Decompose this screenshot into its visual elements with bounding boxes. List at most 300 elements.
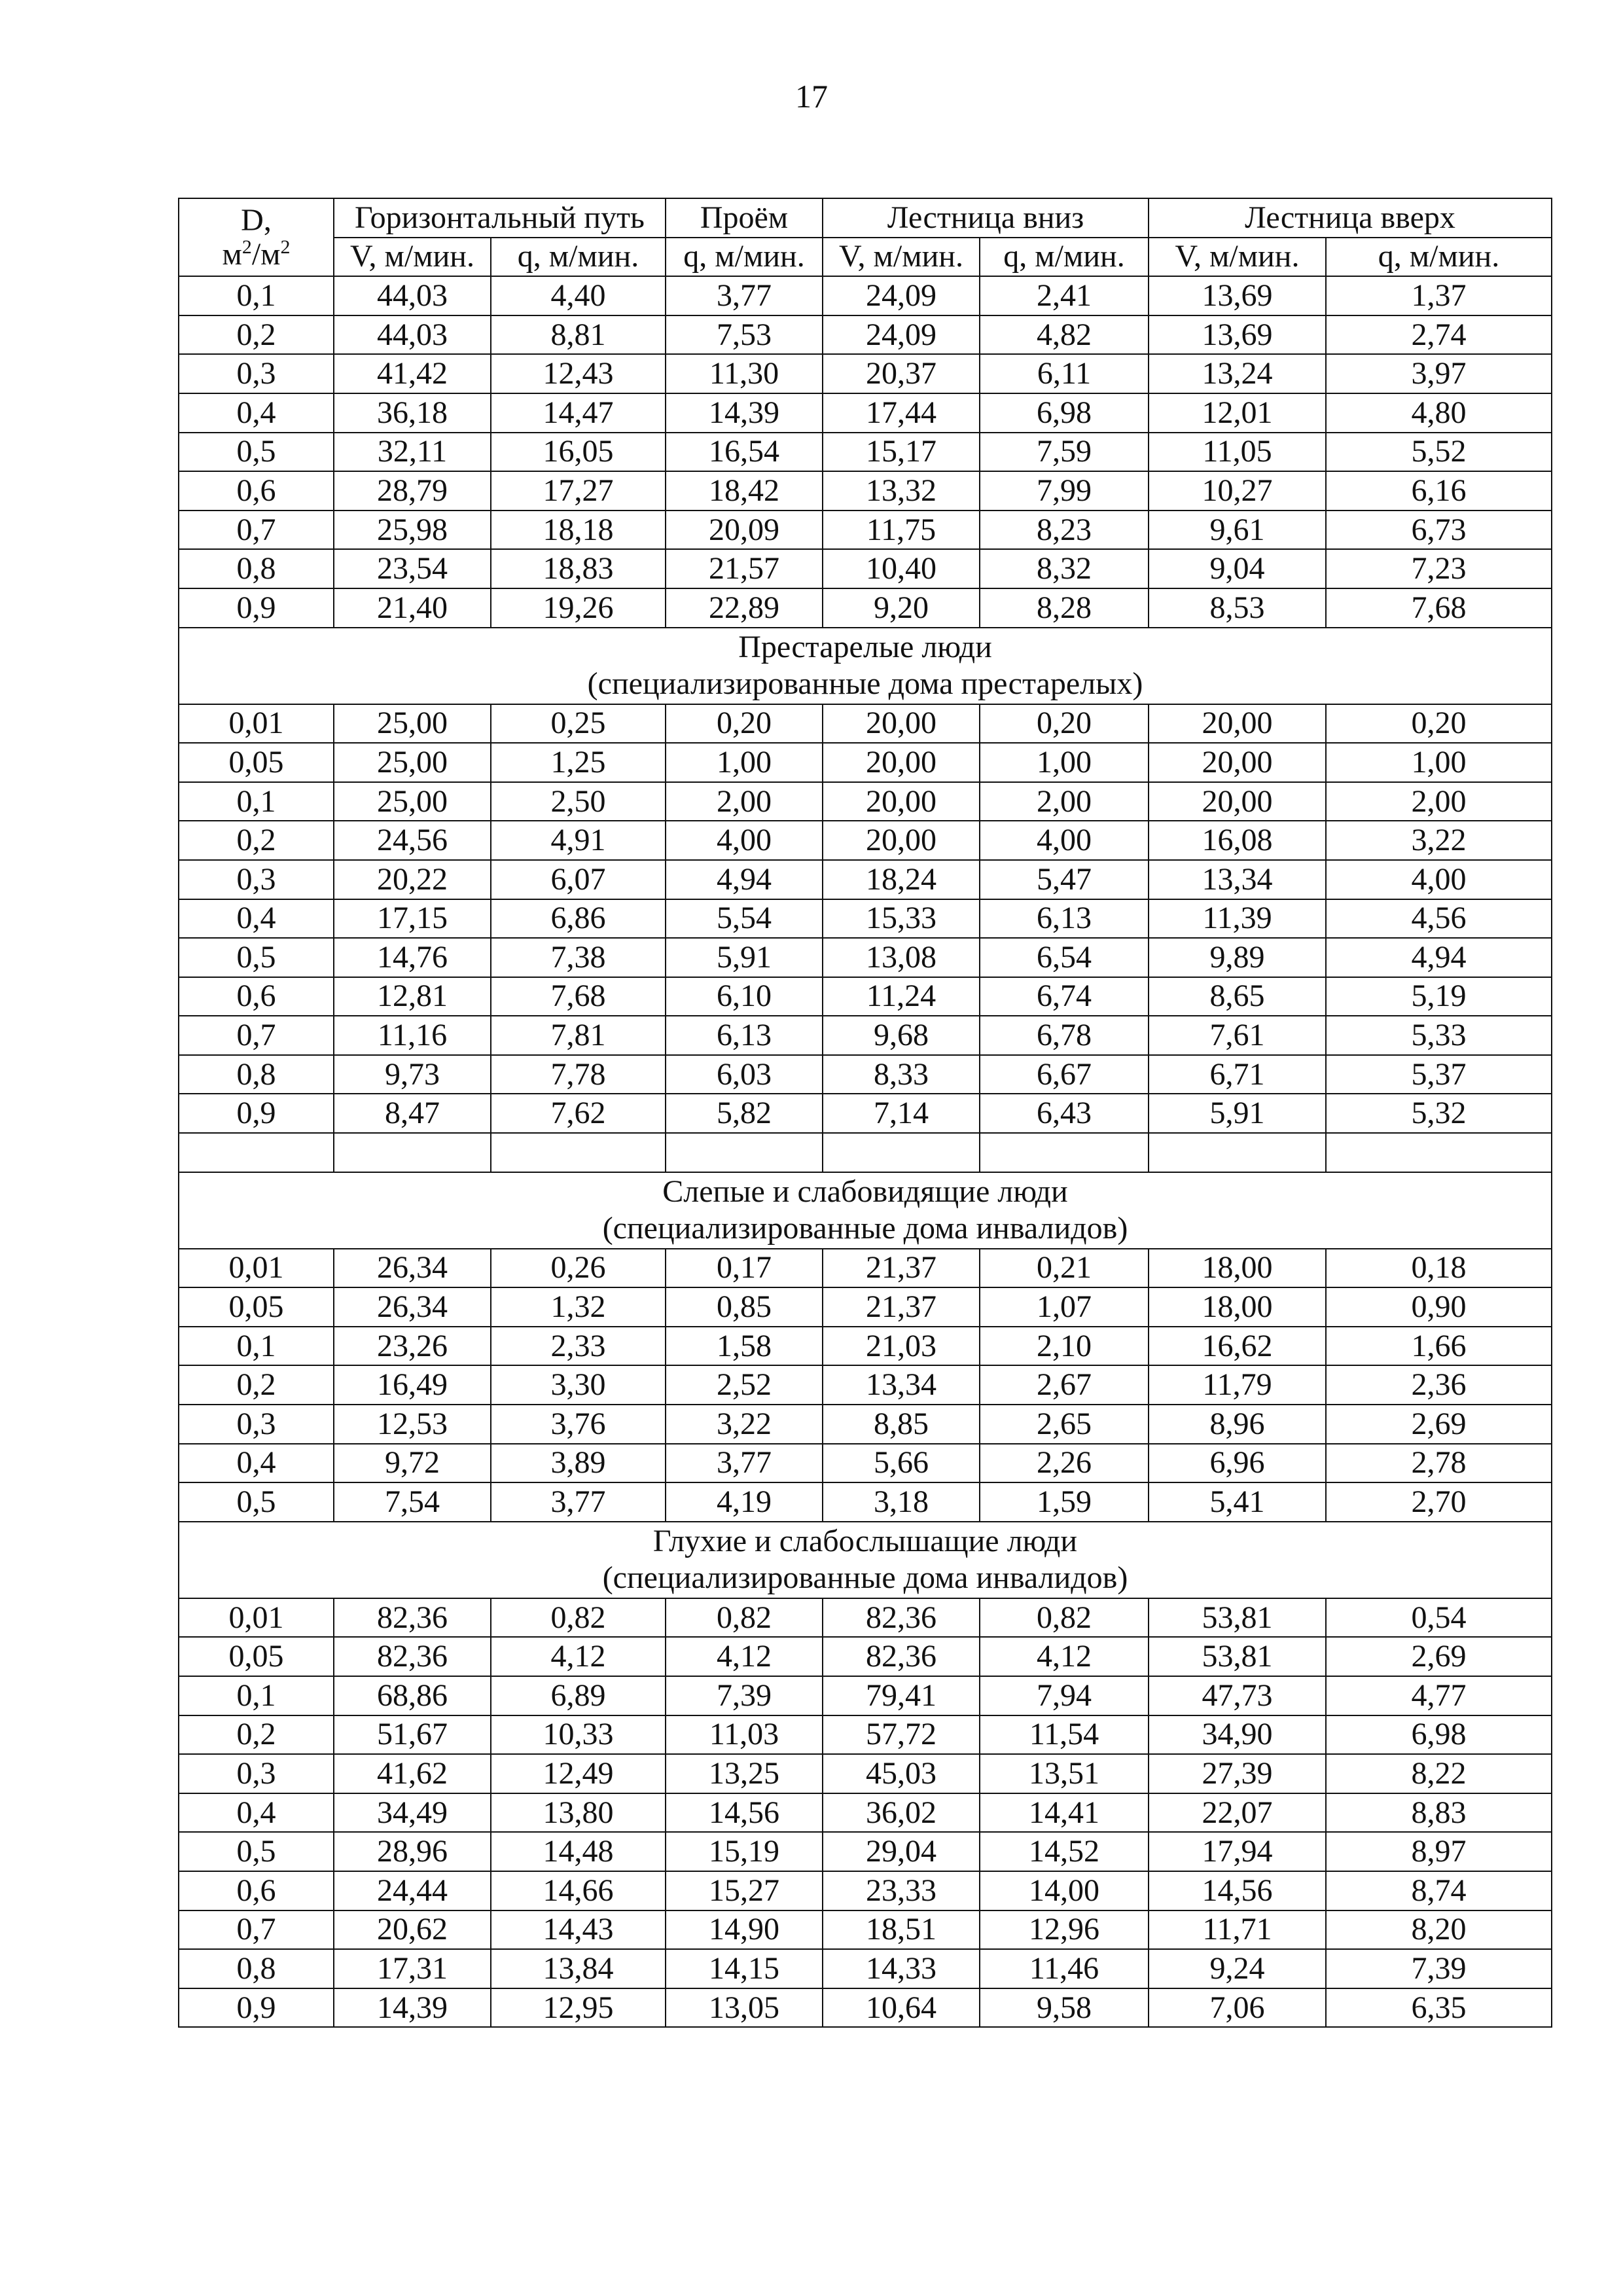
value-cell: 14,41 [980, 1793, 1149, 1833]
table-row [179, 1910, 1552, 1950]
value-cell: 20,00 [1149, 704, 1326, 744]
value-cell: 28,96 [334, 1832, 491, 1871]
table-row [179, 1287, 1552, 1327]
value-cell: 3,76 [491, 1405, 666, 1444]
value-cell [823, 1133, 980, 1172]
value-cell: 18,42 [666, 471, 823, 511]
value-cell: 11,30 [666, 354, 823, 393]
value-cell: 15,17 [823, 433, 980, 472]
table-row [179, 899, 1552, 939]
value-cell: 10,40 [823, 549, 980, 588]
value-cell: 25,00 [334, 743, 491, 782]
table-row [179, 1249, 1552, 1288]
value-cell: 6,86 [491, 899, 666, 939]
value-cell: 14,39 [666, 393, 823, 433]
value-cell: 8,23 [980, 511, 1149, 550]
value-cell: 3,22 [1326, 821, 1552, 860]
value-cell: 5,91 [666, 938, 823, 977]
value-cell: 10,33 [491, 1715, 666, 1755]
value-cell: 14,00 [980, 1871, 1149, 1910]
value-cell: 21,40 [334, 588, 491, 628]
value-cell: 57,72 [823, 1715, 980, 1755]
density-cell: 0,05 [179, 1287, 334, 1327]
value-cell: 24,09 [823, 276, 980, 315]
value-cell: 3,77 [666, 1444, 823, 1483]
table-row [179, 743, 1552, 782]
value-cell: 13,84 [491, 1949, 666, 1988]
evacuation-speed-table [178, 198, 1552, 2028]
density-cell: 0,3 [179, 1754, 334, 1793]
value-cell: 3,22 [666, 1405, 823, 1444]
value-cell: 2,69 [1326, 1405, 1552, 1444]
value-cell: 2,33 [491, 1327, 666, 1366]
density-cell: 0,1 [179, 782, 334, 821]
table-row [179, 588, 1552, 628]
table-row [179, 1832, 1552, 1871]
value-cell: 14,66 [491, 1871, 666, 1910]
table-row [179, 1637, 1552, 1676]
value-cell: 0,17 [666, 1249, 823, 1288]
value-cell: 17,44 [823, 393, 980, 433]
table-row [179, 977, 1552, 1016]
value-cell: 25,00 [334, 782, 491, 821]
table-row [179, 1988, 1552, 2028]
value-cell: 6,03 [666, 1055, 823, 1094]
value-cell: 7,61 [1149, 1016, 1326, 1055]
col-header-stairs-down-v: V, м/мин. [823, 238, 980, 277]
value-cell: 2,50 [491, 782, 666, 821]
value-cell: 51,67 [334, 1715, 491, 1755]
value-cell: 44,03 [334, 315, 491, 355]
value-cell: 17,31 [334, 1949, 491, 1988]
density-cell: 0,5 [179, 433, 334, 472]
value-cell: 1,25 [491, 743, 666, 782]
col-header-stairs-up-v: V, м/мин. [1149, 238, 1326, 277]
col-header-horizontal-v: V, м/мин. [334, 238, 491, 277]
value-cell: 8,74 [1326, 1871, 1552, 1910]
value-cell: 6,35 [1326, 1988, 1552, 2028]
density-cell: 0,7 [179, 1016, 334, 1055]
density-cell: 0,6 [179, 977, 334, 1016]
value-cell: 20,00 [823, 743, 980, 782]
value-cell: 2,00 [666, 782, 823, 821]
value-cell: 8,96 [1149, 1405, 1326, 1444]
value-cell: 45,03 [823, 1754, 980, 1793]
header-row-groups [179, 198, 1552, 238]
value-cell: 9,73 [334, 1055, 491, 1094]
value-cell: 2,65 [980, 1405, 1149, 1444]
value-cell [1149, 1133, 1326, 1172]
value-cell [666, 1133, 823, 1172]
table-row [179, 1482, 1552, 1522]
value-cell: 17,27 [491, 471, 666, 511]
density-cell: 0,01 [179, 1598, 334, 1638]
value-cell: 8,28 [980, 588, 1149, 628]
value-cell: 0,25 [491, 704, 666, 744]
value-cell: 9,24 [1149, 1949, 1326, 1988]
value-cell: 16,05 [491, 433, 666, 472]
value-cell: 5,32 [1326, 1094, 1552, 1133]
value-cell: 7,68 [1326, 588, 1552, 628]
section-header [179, 1522, 1552, 1598]
density-cell: 0,05 [179, 743, 334, 782]
value-cell: 12,81 [334, 977, 491, 1016]
table-row [179, 704, 1552, 744]
value-cell: 1,58 [666, 1327, 823, 1366]
value-cell: 2,70 [1326, 1482, 1552, 1522]
value-cell: 13,69 [1149, 315, 1326, 355]
value-cell: 53,81 [1149, 1598, 1326, 1638]
value-cell: 13,32 [823, 471, 980, 511]
table-row [179, 1444, 1552, 1483]
value-cell: 23,33 [823, 1871, 980, 1910]
value-cell: 0,18 [1326, 1249, 1552, 1288]
value-cell: 6,11 [980, 354, 1149, 393]
value-cell: 6,54 [980, 938, 1149, 977]
value-cell: 21,37 [823, 1249, 980, 1288]
value-cell: 18,00 [1149, 1287, 1326, 1327]
value-cell: 5,91 [1149, 1094, 1326, 1133]
value-cell: 0,20 [1326, 704, 1552, 744]
value-cell: 6,73 [1326, 511, 1552, 550]
density-header [179, 198, 334, 276]
group-header-stairs-up: Лестница вверх [1149, 198, 1552, 238]
value-cell: 10,64 [823, 1988, 980, 2028]
value-cell: 22,07 [1149, 1793, 1326, 1833]
value-cell: 7,23 [1326, 549, 1552, 588]
value-cell: 21,57 [666, 549, 823, 588]
density-unit: $м^2/м^2$ [222, 236, 291, 272]
value-cell: 14,56 [1149, 1871, 1326, 1910]
table-row [179, 315, 1552, 355]
value-cell: 10,27 [1149, 471, 1326, 511]
value-cell: 44,03 [334, 276, 491, 315]
value-cell: 14,48 [491, 1832, 666, 1871]
value-cell: 7,14 [823, 1094, 980, 1133]
density-label: D, [241, 202, 272, 238]
value-cell: 68,86 [334, 1676, 491, 1715]
value-cell: 0,85 [666, 1287, 823, 1327]
group-header-horizontal: Горизонтальный путь [334, 198, 666, 238]
value-cell: 20,00 [823, 821, 980, 860]
value-cell: 8,53 [1149, 588, 1326, 628]
value-cell: 22,89 [666, 588, 823, 628]
value-cell: 6,98 [980, 393, 1149, 433]
value-cell: 9,89 [1149, 938, 1326, 977]
value-cell: 6,13 [980, 899, 1149, 939]
value-cell: 24,09 [823, 315, 980, 355]
value-cell: 16,54 [666, 433, 823, 472]
value-cell: 3,77 [491, 1482, 666, 1522]
density-cell: 0,7 [179, 1910, 334, 1950]
value-cell: 25,00 [334, 704, 491, 744]
value-cell: 4,00 [1326, 860, 1552, 899]
value-cell: 4,00 [980, 821, 1149, 860]
value-cell: 7,99 [980, 471, 1149, 511]
col-header-stairs-down-q: q, м/мин. [980, 238, 1149, 277]
value-cell: 6,07 [491, 860, 666, 899]
value-cell: 7,54 [334, 1482, 491, 1522]
density-cell: 0,7 [179, 511, 334, 550]
value-cell: 12,43 [491, 354, 666, 393]
density-cell: 0,3 [179, 1405, 334, 1444]
density-cell: 0,4 [179, 899, 334, 939]
value-cell: 12,53 [334, 1405, 491, 1444]
value-cell: 24,44 [334, 1871, 491, 1910]
table-row [179, 511, 1552, 550]
value-cell: 11,71 [1149, 1910, 1326, 1950]
value-cell: 4,80 [1326, 393, 1552, 433]
section-header-row [179, 1172, 1552, 1249]
value-cell: 15,33 [823, 899, 980, 939]
value-cell: 4,00 [666, 821, 823, 860]
value-cell: 0,82 [666, 1598, 823, 1638]
value-cell: 20,00 [823, 782, 980, 821]
value-cell: 7,39 [666, 1676, 823, 1715]
value-cell: 1,37 [1326, 276, 1552, 315]
value-cell: 82,36 [334, 1637, 491, 1676]
value-cell: 11,24 [823, 977, 980, 1016]
value-cell: 1,00 [980, 743, 1149, 782]
value-cell: 0,20 [666, 704, 823, 744]
value-cell: 9,61 [1149, 511, 1326, 550]
table-row [179, 1094, 1552, 1133]
value-cell: 23,54 [334, 549, 491, 588]
value-cell: 7,06 [1149, 1988, 1326, 2028]
value-cell: 21,03 [823, 1327, 980, 1366]
table-row [179, 1754, 1552, 1793]
value-cell: 6,10 [666, 977, 823, 1016]
value-cell: 2,10 [980, 1327, 1149, 1366]
value-cell: 16,49 [334, 1365, 491, 1405]
value-cell: 6,96 [1149, 1444, 1326, 1483]
section-title: Слепые и слабовидящие люди [662, 1174, 1068, 1210]
value-cell: 27,39 [1149, 1754, 1326, 1793]
value-cell: 14,47 [491, 393, 666, 433]
value-cell: 2,36 [1326, 1365, 1552, 1405]
value-cell: 11,46 [980, 1949, 1149, 1988]
density-cell: 0,3 [179, 860, 334, 899]
value-cell [491, 1133, 666, 1172]
value-cell: 9,68 [823, 1016, 980, 1055]
value-cell: 7,53 [666, 315, 823, 355]
value-cell: 4,19 [666, 1482, 823, 1522]
value-cell: 8,20 [1326, 1910, 1552, 1950]
value-cell: 12,49 [491, 1754, 666, 1793]
value-cell: 5,19 [1326, 977, 1552, 1016]
value-cell: 1,32 [491, 1287, 666, 1327]
density-cell: 0,4 [179, 393, 334, 433]
value-cell: 20,62 [334, 1910, 491, 1950]
value-cell: 20,37 [823, 354, 980, 393]
value-cell: 15,19 [666, 1832, 823, 1871]
value-cell: 20,00 [1149, 782, 1326, 821]
value-cell: 6,78 [980, 1016, 1149, 1055]
value-cell: 16,62 [1149, 1327, 1326, 1366]
value-cell: 0,90 [1326, 1287, 1552, 1327]
value-cell: 8,83 [1326, 1793, 1552, 1833]
value-cell: 0,82 [491, 1598, 666, 1638]
value-cell: 5,54 [666, 899, 823, 939]
value-cell: 0,26 [491, 1249, 666, 1288]
value-cell: 5,82 [666, 1094, 823, 1133]
value-cell: 7,39 [1326, 1949, 1552, 1988]
value-cell: 1,00 [666, 743, 823, 782]
value-cell: 19,26 [491, 588, 666, 628]
value-cell: 24,56 [334, 821, 491, 860]
table-row [179, 1365, 1552, 1405]
table-row [179, 1949, 1552, 1988]
value-cell: 4,82 [980, 315, 1149, 355]
value-cell: 11,79 [1149, 1365, 1326, 1405]
value-cell: 2,52 [666, 1365, 823, 1405]
value-cell: 8,32 [980, 549, 1149, 588]
value-cell: 6,16 [1326, 471, 1552, 511]
value-cell: 13,80 [491, 1793, 666, 1833]
table-row [179, 1715, 1552, 1755]
value-cell: 14,52 [980, 1832, 1149, 1871]
density-cell: 0,1 [179, 1676, 334, 1715]
value-cell: 34,49 [334, 1793, 491, 1833]
blank-row [179, 1133, 1552, 1172]
value-cell: 14,33 [823, 1949, 980, 1988]
value-cell: 8,47 [334, 1094, 491, 1133]
value-cell: 14,39 [334, 1988, 491, 2028]
density-cell: 0,2 [179, 315, 334, 355]
table-row [179, 549, 1552, 588]
density-cell: 0,8 [179, 1949, 334, 1988]
table-row [179, 1871, 1552, 1910]
density-cell: 0,5 [179, 1832, 334, 1871]
value-cell: 6,89 [491, 1676, 666, 1715]
value-cell: 13,25 [666, 1754, 823, 1793]
table-row [179, 1055, 1552, 1094]
density-cell: 0,4 [179, 1793, 334, 1833]
section-header [179, 1172, 1552, 1249]
value-cell: 36,02 [823, 1793, 980, 1833]
header-row-columns [179, 238, 1552, 277]
group-header-doorway: Проём [666, 198, 823, 238]
value-cell: 18,00 [1149, 1249, 1326, 1288]
value-cell: 9,04 [1149, 549, 1326, 588]
density-cell: 0,8 [179, 1055, 334, 1094]
table-row [179, 860, 1552, 899]
value-cell: 0,21 [980, 1249, 1149, 1288]
value-cell: 4,12 [491, 1637, 666, 1676]
table-row [179, 1793, 1552, 1833]
value-cell: 6,43 [980, 1094, 1149, 1133]
value-cell: 41,42 [334, 354, 491, 393]
value-cell: 1,66 [1326, 1327, 1552, 1366]
table-row [179, 1405, 1552, 1444]
value-cell: 14,56 [666, 1793, 823, 1833]
value-cell: 13,24 [1149, 354, 1326, 393]
value-cell: 2,78 [1326, 1444, 1552, 1483]
value-cell: 14,76 [334, 938, 491, 977]
value-cell: 9,72 [334, 1444, 491, 1483]
value-cell: 6,98 [1326, 1715, 1552, 1755]
table-row [179, 1016, 1552, 1055]
value-cell: 20,09 [666, 511, 823, 550]
value-cell: 2,67 [980, 1365, 1149, 1405]
section-header-row [179, 1522, 1552, 1598]
value-cell: 13,34 [1149, 860, 1326, 899]
value-cell: 23,26 [334, 1327, 491, 1366]
value-cell [980, 1133, 1149, 1172]
value-cell: 32,11 [334, 433, 491, 472]
page-number: 17 [795, 78, 828, 115]
value-cell: 25,98 [334, 511, 491, 550]
density-cell: 0,1 [179, 276, 334, 315]
density-cell: 0,5 [179, 938, 334, 977]
value-cell: 53,81 [1149, 1637, 1326, 1676]
col-header-stairs-up-q: q, м/мин. [1326, 238, 1552, 277]
value-cell: 13,05 [666, 1988, 823, 2028]
density-cell: 0,8 [179, 549, 334, 588]
value-cell: 18,18 [491, 511, 666, 550]
value-cell: 3,89 [491, 1444, 666, 1483]
value-cell: 26,34 [334, 1287, 491, 1327]
value-cell: 13,34 [823, 1365, 980, 1405]
value-cell: 18,83 [491, 549, 666, 588]
table-row [179, 1676, 1552, 1715]
value-cell: 8,97 [1326, 1832, 1552, 1871]
value-cell: 79,41 [823, 1676, 980, 1715]
value-cell: 82,36 [334, 1598, 491, 1638]
value-cell: 34,90 [1149, 1715, 1326, 1755]
section-header [179, 628, 1552, 704]
density-cell: 0,1 [179, 1327, 334, 1366]
density-cell: 0,2 [179, 1365, 334, 1405]
value-cell: 7,68 [491, 977, 666, 1016]
value-cell: 4,94 [666, 860, 823, 899]
value-cell: 8,81 [491, 315, 666, 355]
value-cell: 12,01 [1149, 393, 1326, 433]
value-cell: 7,78 [491, 1055, 666, 1094]
density-cell: 0,2 [179, 1715, 334, 1755]
value-cell: 7,59 [980, 433, 1149, 472]
density-cell: 0,6 [179, 471, 334, 511]
value-cell: 11,03 [666, 1715, 823, 1755]
value-cell: 5,52 [1326, 433, 1552, 472]
value-cell: 11,39 [1149, 899, 1326, 939]
value-cell: 7,62 [491, 1094, 666, 1133]
value-cell: 29,04 [823, 1832, 980, 1871]
value-cell: 13,51 [980, 1754, 1149, 1793]
density-cell: 0,9 [179, 1094, 334, 1133]
value-cell: 6,67 [980, 1055, 1149, 1094]
value-cell: 5,33 [1326, 1016, 1552, 1055]
value-cell: 3,97 [1326, 354, 1552, 393]
value-cell: 2,41 [980, 276, 1149, 315]
density-cell: 0,5 [179, 1482, 334, 1522]
density-cell: 0,6 [179, 1871, 334, 1910]
value-cell: 18,24 [823, 860, 980, 899]
group-header-stairs-down: Лестница вниз [823, 198, 1149, 238]
table-row [179, 782, 1552, 821]
section-subtitle: (специализированные дома престарелых) [587, 666, 1143, 702]
value-cell: 5,47 [980, 860, 1149, 899]
value-cell: 14,43 [491, 1910, 666, 1950]
table-row [179, 1598, 1552, 1638]
table-row [179, 1327, 1552, 1366]
value-cell: 11,16 [334, 1016, 491, 1055]
value-cell: 4,77 [1326, 1676, 1552, 1715]
value-cell: 20,00 [823, 704, 980, 744]
value-cell: 7,94 [980, 1676, 1149, 1715]
density-cell [179, 1133, 334, 1172]
density-cell: 0,2 [179, 821, 334, 860]
